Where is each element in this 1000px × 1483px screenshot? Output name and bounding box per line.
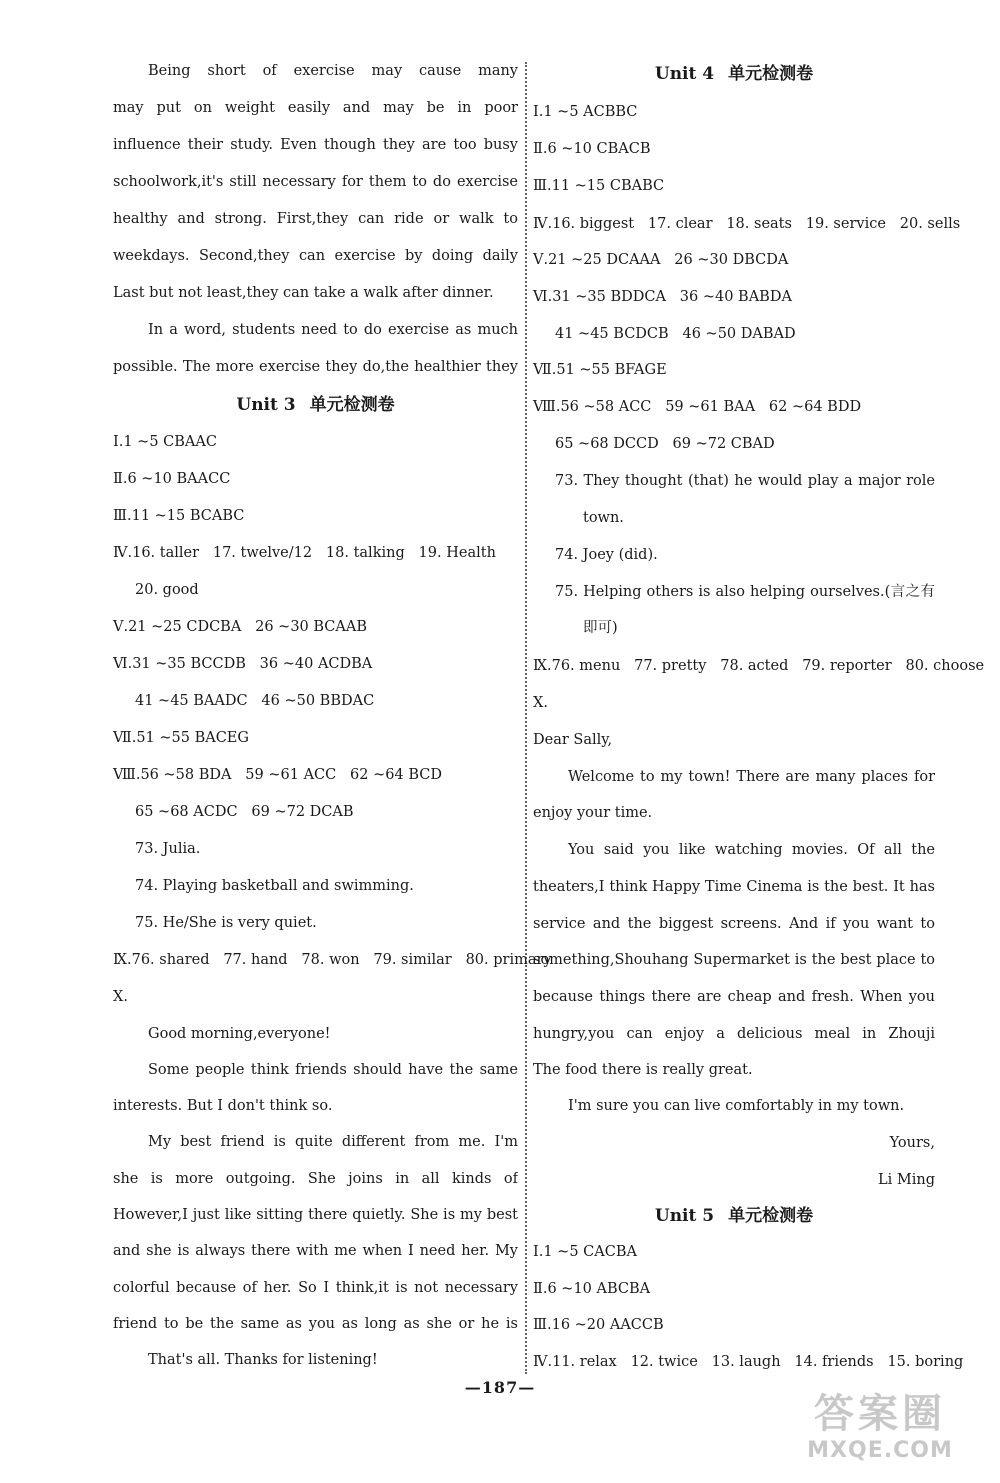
text-line: possible. The more exercise they do,the healthier they bbox=[113, 359, 518, 375]
text-line: In a word, students need to do exercise as much bbox=[148, 322, 518, 338]
answer-line: Ⅲ.16 ~20 AACCB bbox=[533, 1317, 664, 1333]
letter-line: something,Shouhang Supermarket is the best place to bbox=[533, 952, 935, 968]
essay-line: Good morning,everyone! bbox=[148, 1026, 331, 1042]
essay-line: interests. But I don't think so. bbox=[113, 1098, 333, 1114]
answer-line: Ⅳ.11. relax 12. twice 13. laugh 14. friends 15. boring bbox=[533, 1354, 964, 1370]
answer-line: Ⅰ.1 ~5 ACBBC bbox=[533, 104, 638, 120]
text-line: Being short of exercise may cause many bbox=[148, 63, 518, 79]
answer-line: Ⅵ.31 ~35 BDDCA 36 ~40 BABDA bbox=[533, 289, 792, 305]
text-line: Last but not least,they can take a walk after dinner. bbox=[113, 285, 494, 301]
answer-line: 20. good bbox=[135, 582, 199, 598]
answer-line: Ⅱ.6 ~10 CBACB bbox=[533, 141, 651, 157]
letter-line: Dear Sally, bbox=[533, 732, 613, 748]
essay-line: Some people think friends should have the same bbox=[148, 1062, 518, 1078]
answer-line: 74. Playing basketball and swimming. bbox=[135, 878, 414, 894]
text-line: may put on weight easily and may be in poor bbox=[113, 100, 518, 116]
page-number: —187— bbox=[464, 1378, 536, 1397]
answer-line: Ⅲ.11 ~15 CBABC bbox=[533, 178, 665, 194]
answer-line: Ⅷ.56 ~58 ACC 59 ~61 BAA 62 ~64 BDD bbox=[533, 399, 862, 415]
answer-line: Ⅷ.56 ~58 BDA 59 ~61 ACC 62 ~64 BCD bbox=[113, 767, 442, 783]
right-column bbox=[533, 50, 985, 1378]
answer-line: Ⅳ.16. biggest 17. clear 18. seats 19. service 20. sells bbox=[533, 216, 961, 232]
essay-line: friend to be the same as you as long as she or he is bbox=[113, 1316, 518, 1332]
text-line: weekdays. Second,they can exercise by doing daily bbox=[113, 248, 518, 264]
answer-line: Ⅸ.76. menu 77. pretty 78. acted 79. reporter 80. choose bbox=[533, 658, 985, 674]
essay-line: However,I just like sitting there quietly. She is my best bbox=[113, 1207, 518, 1223]
answer-line: Ⅳ.16. taller 17. twelve/12 18. talking 19. Health bbox=[113, 545, 496, 561]
unit5-label: Unit 5 bbox=[654, 1206, 715, 1226]
letter-line: I'm sure you can live comfortably in my town. bbox=[568, 1098, 905, 1114]
answer-line: Ⅰ.1 ~5 CACBA bbox=[533, 1244, 637, 1260]
unit3-title: 单元检测卷 bbox=[309, 395, 395, 415]
answer-line: 75. Helping others is also helping ourselves.(言之有 bbox=[555, 584, 935, 600]
answer-line: Ⅴ.21 ~25 CDCBA 26 ~30 BCAAB bbox=[113, 619, 368, 635]
letter-signature: Li Ming bbox=[878, 1172, 935, 1188]
answer-line: Ⅲ.11 ~15 BCABC bbox=[113, 508, 245, 524]
letter-line: The food there is really great. bbox=[533, 1062, 753, 1078]
answer-line: Ⅱ.6 ~10 ABCBA bbox=[533, 1281, 651, 1297]
essay-line: colorful because of her. So I think,it is not necessary bbox=[113, 1280, 518, 1296]
answer-line: 41 ~45 BCDCB 46 ~50 DABAD bbox=[555, 326, 796, 342]
letter-line: hungry,you can enjoy a delicious meal in Zhouji bbox=[533, 1026, 935, 1042]
unit4-heading bbox=[533, 56, 935, 92]
column-divider bbox=[525, 62, 527, 1374]
unit4-title: 单元检测卷 bbox=[728, 64, 814, 84]
answer-line: 75. He/She is very quiet. bbox=[135, 915, 317, 931]
letter-line: because things there are cheap and fresh. When you bbox=[533, 989, 935, 1005]
answer-line: Ⅹ. bbox=[113, 989, 128, 1005]
essay-line: My best friend is quite different from me. I'm bbox=[148, 1134, 518, 1150]
answer-line: Ⅵ.31 ~35 BCCDB 36 ~40 ACDBA bbox=[113, 656, 373, 672]
text-line: influence their study. Even though they are too busy bbox=[113, 137, 518, 153]
answer-line: Ⅸ.76. shared 77. hand 78. won 79. similar 80. primary bbox=[113, 952, 552, 968]
letter-line: theaters,I think Happy Time Cinema is the best. It has bbox=[533, 879, 935, 895]
answer-line: Ⅶ.51 ~55 BACEG bbox=[113, 730, 249, 746]
left-column bbox=[113, 50, 552, 1378]
text-line: schoolwork,it's still necessary for them to do exercise bbox=[113, 174, 518, 190]
letter-line: service and the biggest screens. And if you want to bbox=[533, 916, 935, 932]
answer-line: 73. Julia. bbox=[135, 841, 201, 857]
letter-closing: Yours, bbox=[889, 1135, 935, 1151]
letter-line: enjoy your time. bbox=[533, 805, 653, 821]
letter-line: You said you like watching movies. Of all the bbox=[568, 842, 935, 858]
unit5-heading bbox=[533, 1198, 935, 1234]
answer-line: town. bbox=[583, 510, 624, 526]
answer-line: 65 ~68 DCCD 69 ~72 CBAD bbox=[555, 436, 775, 452]
unit5-title: 单元检测卷 bbox=[728, 1206, 814, 1226]
answer-line: 即可) bbox=[583, 620, 618, 636]
unit3-label: Unit 3 bbox=[236, 395, 296, 415]
answer-line: Ⅰ.1 ~5 CBAAC bbox=[113, 434, 217, 450]
essay-line: and she is always there with me when I need her. My bbox=[113, 1243, 518, 1259]
essay-line: That's all. Thanks for listening! bbox=[148, 1352, 378, 1368]
essay-line: she is more outgoing. She joins in all kinds of bbox=[113, 1171, 518, 1187]
answer-line: Ⅴ.21 ~25 DCAAA 26 ~30 DBCDA bbox=[533, 252, 789, 268]
answer-line: Ⅶ.51 ~55 BFAGE bbox=[533, 362, 667, 378]
answer-line: 74. Joey (did). bbox=[555, 547, 658, 563]
answer-line: 41 ~45 BAADC 46 ~50 BBDAC bbox=[135, 693, 375, 709]
watermark-logo bbox=[780, 1390, 980, 1478]
watermark-bottom: MXQE.COM bbox=[807, 1438, 953, 1463]
answer-line: Ⅱ.6 ~10 BAACC bbox=[113, 471, 231, 487]
answer-line: Ⅹ. bbox=[533, 695, 548, 711]
letter-line: Welcome to my town! There are many places for bbox=[568, 769, 935, 785]
unit4-label: Unit 4 bbox=[654, 64, 715, 84]
unit3-heading bbox=[113, 387, 518, 423]
text-line: healthy and strong. First,they can ride or walk to bbox=[113, 211, 518, 227]
answer-line: 73. They thought (that) he would play a major role bbox=[555, 473, 935, 489]
watermark-top: 答案圈 bbox=[814, 1391, 946, 1437]
answer-line: 65 ~68 ACDC 69 ~72 DCAB bbox=[135, 804, 354, 820]
